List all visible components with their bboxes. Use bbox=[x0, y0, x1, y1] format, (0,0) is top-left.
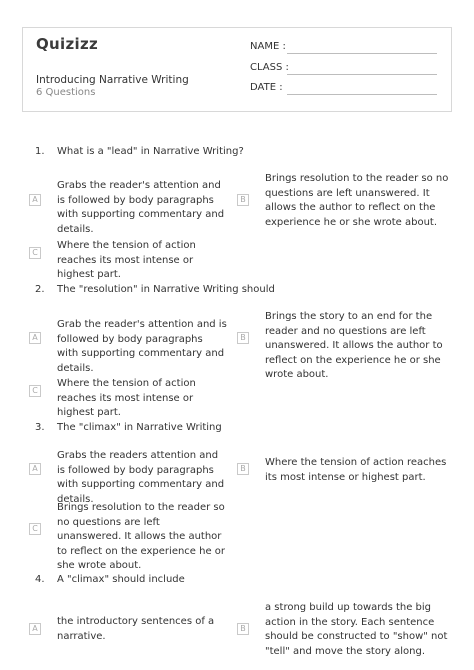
option-a-checkbox[interactable]: A bbox=[29, 194, 41, 206]
question-text: What is a "lead" in Narrative Writing? bbox=[57, 146, 244, 157]
option-b-text: Brings the story to an end for the reader and no questions are left unanswered. It allows the author to reflect on the experience he or she wrote about. bbox=[265, 311, 443, 380]
quizizz-logo: Quizizz bbox=[36, 35, 99, 53]
option-c-text: Brings resolution to the reader so no questions are left unanswered. It allows the author to reflect on the experience he or she wrote about. bbox=[57, 502, 226, 571]
option-a-text: Grabs the readers attention and is followed by body paragraphs with supporting commentary and details. bbox=[57, 450, 225, 505]
question-number: 4. bbox=[35, 574, 45, 585]
option-b-checkbox[interactable]: B bbox=[237, 623, 249, 635]
class-label: CLASS : bbox=[250, 62, 289, 73]
option-c-checkbox[interactable]: C bbox=[29, 247, 41, 259]
option-b-checkbox[interactable]: B bbox=[237, 463, 249, 475]
option-b-text: Where the tension of action reaches its most intense or highest part. bbox=[265, 457, 447, 483]
question-text: A "climax" should include bbox=[57, 574, 185, 585]
question-number: 2. bbox=[35, 284, 45, 295]
question-number: 1. bbox=[35, 146, 45, 157]
question-text: The "climax" in Narrative Writing bbox=[57, 422, 222, 433]
option-a-text: Grab the reader's attention and is followed by body paragraphs with supporting commentary and details. bbox=[57, 319, 227, 374]
question-text: The "resolution" in Narrative Writing should bbox=[57, 284, 275, 295]
question-number: 3. bbox=[35, 422, 45, 433]
date-label: DATE : bbox=[250, 82, 283, 93]
worksheet-question-count: 6 Questions bbox=[36, 87, 96, 98]
option-a-text: Grabs the reader's attention and is followed by body paragraphs with supporting commentary and details. bbox=[57, 180, 225, 235]
name-label: NAME : bbox=[250, 41, 286, 52]
option-a-checkbox[interactable]: A bbox=[29, 463, 41, 475]
option-c-text: Where the tension of action reaches its most intense or highest part. bbox=[57, 240, 196, 280]
option-c-text: Where the tension of action reaches its most intense or highest part. bbox=[57, 378, 196, 418]
option-a-checkbox[interactable]: A bbox=[29, 332, 41, 344]
class-field[interactable] bbox=[287, 74, 437, 75]
date-field[interactable] bbox=[287, 94, 437, 95]
option-b-checkbox[interactable]: B bbox=[237, 332, 249, 344]
option-c-checkbox[interactable]: C bbox=[29, 385, 41, 397]
option-a-text: the introductory sentences of a narrative. bbox=[57, 616, 215, 642]
option-b-text: a strong build up towards the big action in the story. Each sentence should be constructed to "show" not "tell" and move the story along. bbox=[265, 602, 448, 657]
option-c-checkbox[interactable]: C bbox=[29, 523, 41, 535]
worksheet-title: Introducing Narrative Writing bbox=[36, 74, 189, 86]
option-b-text: Brings resolution to the reader so no questions are left unanswered. It allows the author to reflect on the experience he or she wrote about. bbox=[265, 173, 449, 228]
name-field[interactable] bbox=[287, 53, 437, 54]
option-a-checkbox[interactable]: A bbox=[29, 623, 41, 635]
option-b-checkbox[interactable]: B bbox=[237, 194, 249, 206]
